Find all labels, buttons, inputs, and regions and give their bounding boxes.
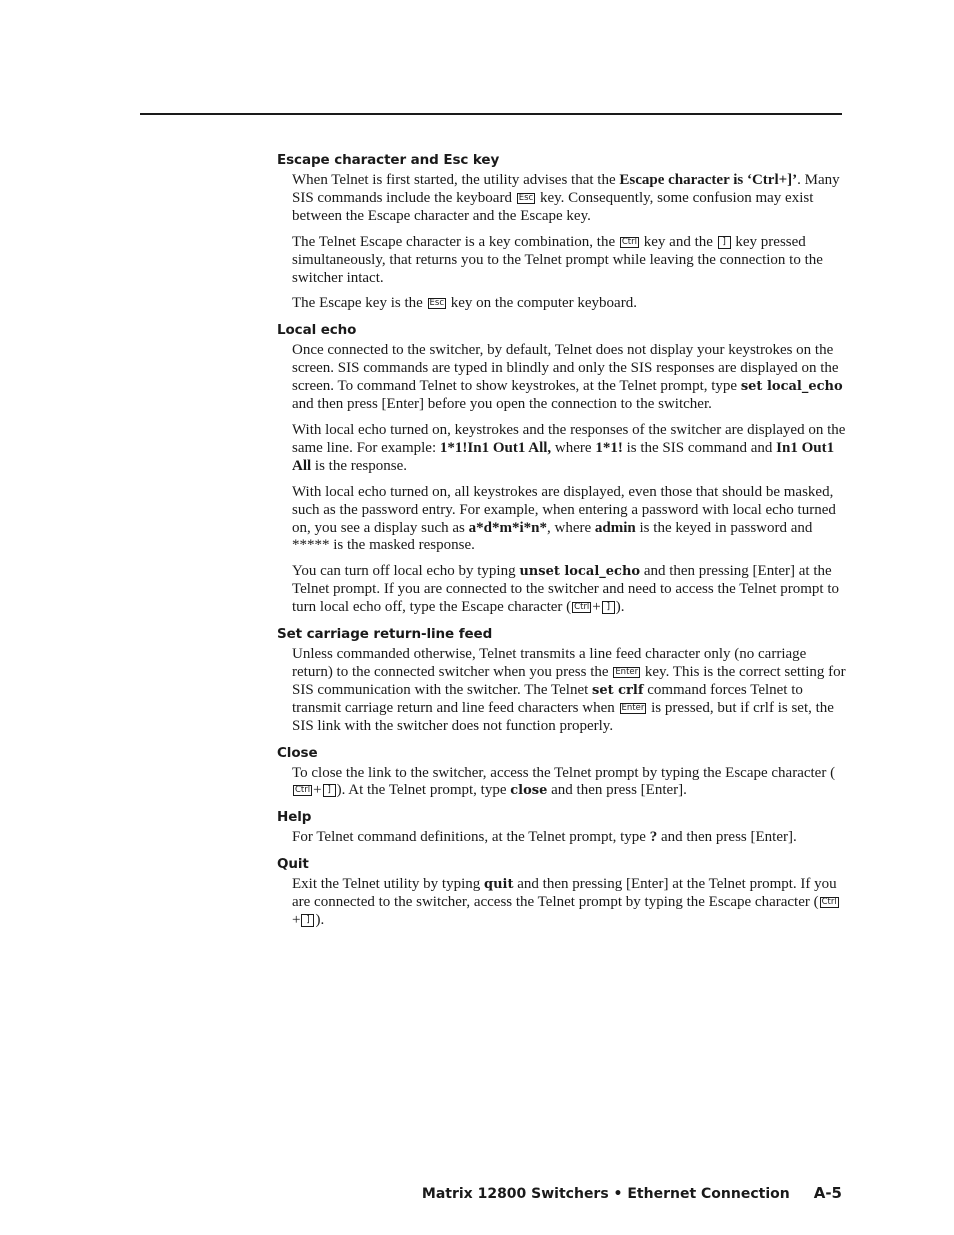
- paragraph: For Telnet command definitions, at the Telnet prompt, type ? and then press [Enter].: [292, 829, 797, 846]
- paragraph: With local echo turned on, keystrokes and the responses of the switcher are displayed on the same line. For example: 1*1!In1 Out1 All, where 1*1! is the SIS command and In1 Out1 All is the response.: [292, 421, 846, 474]
- command-text: unset local_echo: [519, 564, 641, 580]
- section-close: [277, 745, 847, 801]
- esc-key-icon: Esc: [518, 192, 534, 203]
- section-quit: [277, 856, 847, 930]
- ctrl-key-icon: Ctrl: [295, 785, 311, 796]
- section-heading: Help: [277, 809, 312, 826]
- paragraph: The Escape key is the Esc key on the computer keyboard.: [292, 295, 637, 312]
- ctrl-key-icon: Ctrl: [621, 236, 637, 247]
- section-local-echo: [277, 322, 847, 617]
- paragraph: You can turn off local echo by typing unset local_echo and then pressing [Enter] at the Telnet prompt. If you are connected to the switcher and need to access the Telnet prompt to turn local echo off, type the Escape character ( Ctrl + ] ).: [292, 563, 840, 616]
- command-text: set crlf: [592, 682, 644, 698]
- section-heading: Close: [277, 744, 318, 761]
- esc-key-icon: Esc: [429, 298, 445, 309]
- command-text: quit: [484, 877, 514, 893]
- paragraph: When Telnet is first started, the utility advises that the Escape character is ‘Ctrl+]’. Many SIS commands include the keyboard Esc key. Consequently, some confusion may exist between the Escape character and the Escape key.: [292, 172, 840, 224]
- page-footer: [422, 1184, 842, 1202]
- paragraph: Once connected to the switcher, by default, Telnet does not display your keystrokes on the screen. SIS commands are typed in blindly and only the SIS responses are displayed on the screen. To command Telnet to show keystrokes, at the Telnet prompt, type set local_echo and then press [Enter] before you open the connection to the switcher.: [292, 342, 843, 413]
- bracket-key-icon: ]: [718, 236, 731, 249]
- header-rule: [140, 113, 842, 115]
- page-content: [277, 152, 847, 939]
- section-heading: Local echo: [277, 322, 357, 339]
- paragraph: Unless commanded otherwise, Telnet transmits a line feed character only (no carriage return) to the connected switcher when you press the Enter key. This is the correct setting for SIS communication with the switcher. The Telnet set crlf command forces Telnet to transmit carriage return and line feed characters when Enter is pressed, but if crlf is set, the SIS link with the switcher does not function properly.: [292, 646, 846, 734]
- paragraph: Exit the Telnet utility by typing quit and then pressing [Enter] at the Telnet prompt. If you are connected to the switcher, access the Telnet prompt by typing the Escape character ( Ctrl+ ] ).: [292, 876, 837, 929]
- page-number: A-5: [813, 1184, 842, 1202]
- bracket-key-icon: ]: [301, 914, 314, 927]
- section-help: [277, 809, 847, 847]
- section-carriage-return: [277, 626, 847, 736]
- footer-title: Matrix 12800 Switchers • Ethernet Connection: [421, 1186, 790, 1202]
- bracket-key-icon: ]: [602, 601, 615, 614]
- section-heading: Set carriage return-line feed: [277, 626, 493, 643]
- paragraph: The Telnet Escape character is a key combination, the Ctrl key and the ] key pressed simultaneously, that returns you to the Telnet prompt while leaving the connection to the switcher intact.: [292, 233, 823, 286]
- paragraph: To close the link to the switcher, access the Telnet prompt by typing the Escape character (Ctrl + ] ). At the Telnet prompt, type close and then press [Enter].: [292, 764, 836, 799]
- section-heading: Escape character and Esc key: [277, 152, 500, 168]
- command-text: set local_echo: [740, 379, 843, 395]
- command-text: close: [510, 783, 548, 799]
- ctrl-key-icon: Ctrl: [574, 602, 590, 613]
- bracket-key-icon: ]: [323, 784, 336, 797]
- enter-key-icon: Enter: [615, 666, 639, 677]
- section-heading: Quit: [277, 856, 309, 873]
- ctrl-key-icon: Ctrl: [821, 897, 837, 908]
- enter-key-icon: Enter: [621, 702, 645, 713]
- paragraph: With local echo turned on, all keystrokes are displayed, even those that should be masked, such as the password entry. For example, when entering a password with local echo turned on, you see a display such as a*d*m*i*n*, where admin is the keyed in password and ***** is the masked response.: [292, 483, 836, 554]
- section-escape-character: [277, 152, 847, 313]
